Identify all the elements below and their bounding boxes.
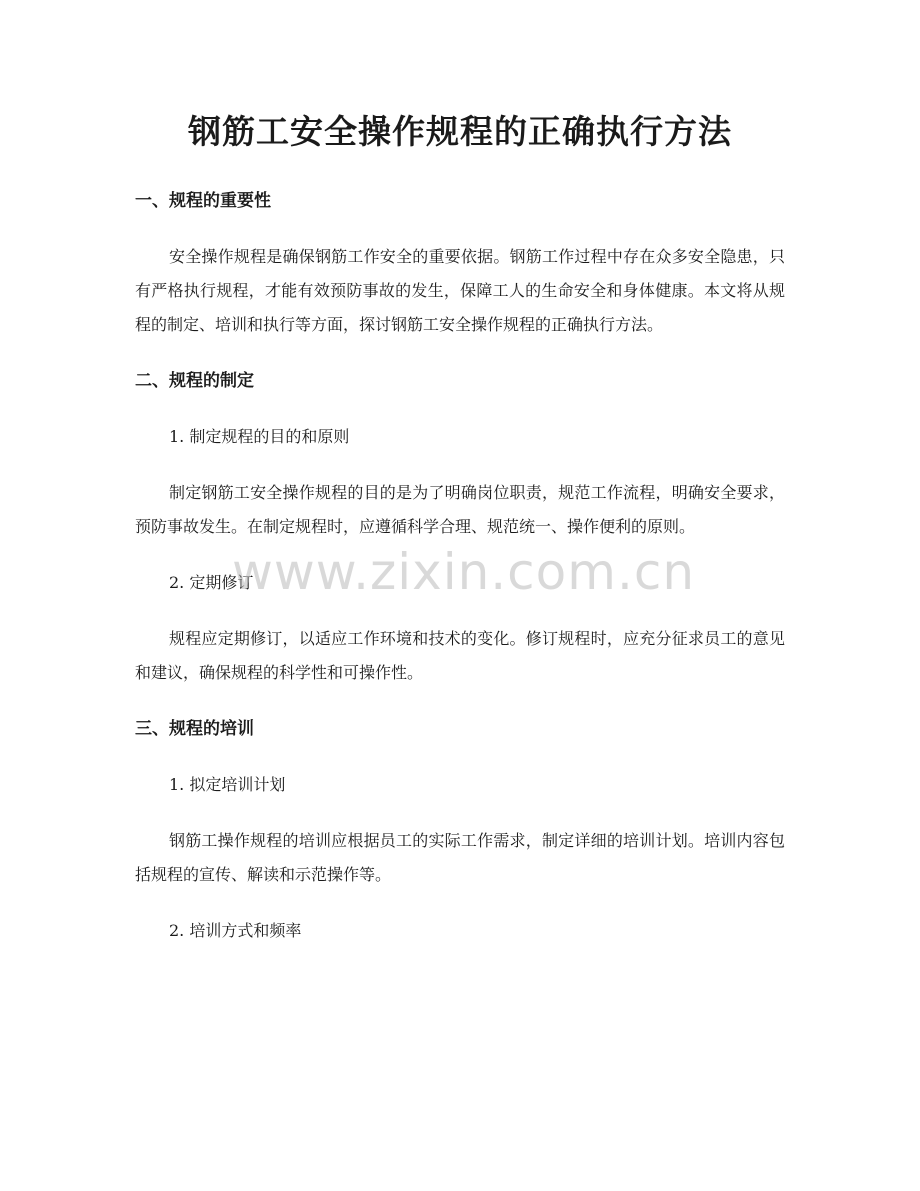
document-title: 钢筋工安全操作规程的正确执行方法 (188, 112, 732, 151)
section-paragraph: 安全操作规程是确保钢筋工作安全的重要依据。钢筋工作过程中存在众多安全隐患，只有严格执行规程，才能有效预防事故的发生，保障工人的生命安全和身体健康。本文将从规程的制定、培训和执行等方面，探讨钢筋工安全操作规程的正确执行方法。 (135, 247, 785, 334)
section-paragraph: 制定钢筋工安全操作规程的目的是为了明确岗位职责，规范工作流程，明确安全要求，预防事故发生。在制定规程时，应遵循科学合理、规范统一、操作便利的原则。 (135, 483, 785, 536)
section-heading-formulation: 二、规程的制定 (135, 371, 254, 391)
section-paragraph: 钢筋工操作规程的培训应根据员工的实际工作需求，制定详细的培训计划。培训内容包括规程的宣传、解读和示范操作等。 (135, 831, 785, 884)
section-heading-training: 三、规程的培训 (135, 719, 254, 739)
watermark-text: www.zixin.com.cn (232, 543, 696, 601)
subheading: 2. 培训方式和频率 (169, 921, 302, 940)
document-body (135, 184, 785, 948)
section-paragraph: 规程应定期修订，以适应工作环境和技术的变化。修订规程时，应充分征求员工的意见和建议，确保规程的科学性和可操作性。 (135, 629, 785, 682)
subheading: 1. 拟定培训计划 (169, 775, 286, 794)
subheading: 1. 制定规程的目的和原则 (169, 427, 350, 446)
subheading: 2. 定期修订 (169, 573, 254, 592)
section-heading-importance: 一、规程的重要性 (135, 191, 271, 211)
